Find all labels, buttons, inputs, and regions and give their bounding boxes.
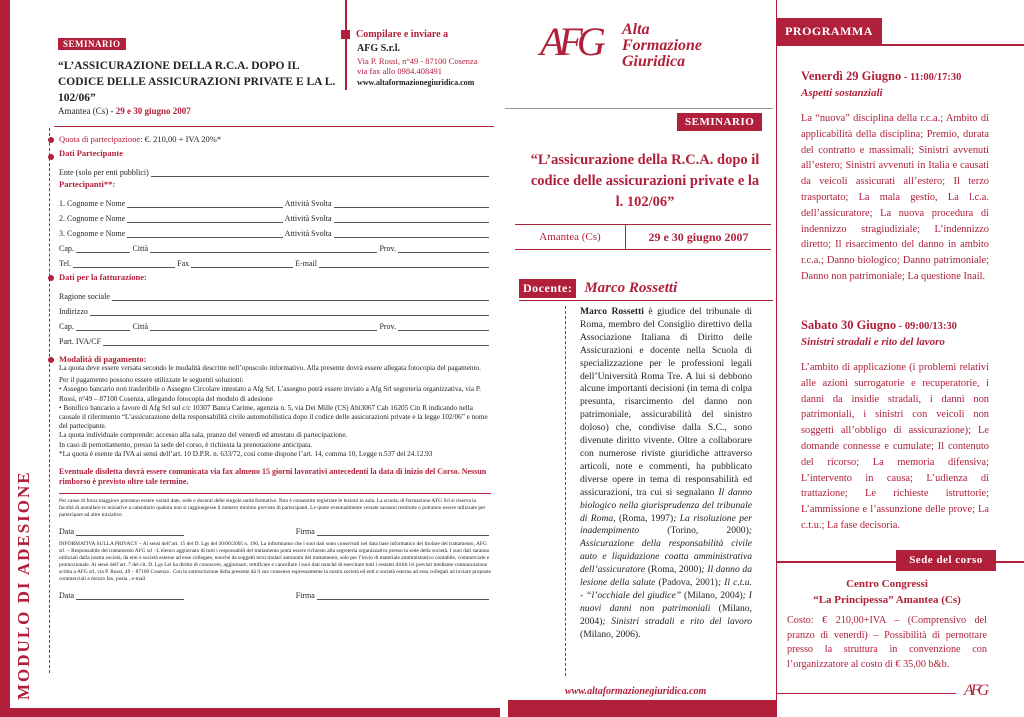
billing-citta-field[interactable] <box>150 321 377 331</box>
indirizzo-field[interactable] <box>90 306 489 316</box>
data-label: Data <box>59 527 75 537</box>
citta-label: Città <box>132 244 149 253</box>
p1-attivita-field[interactable] <box>334 198 489 208</box>
divider <box>59 493 491 494</box>
bullet-dot <box>48 275 54 281</box>
afg-logo <box>536 18 736 90</box>
partecipanti-heading: Partecipanti**: <box>59 179 116 189</box>
logo-line3: Giuridica <box>622 53 686 70</box>
costo-text: Costo: € 210,00+IVA – (Comprensivo del pranzo di venerdì) – Possibilità di pernottare presso la struttura in convenzione con l’organizzatore al costo di € 35,00 b&b. <box>787 615 987 670</box>
bio-work-4: ; Il danno da lesione della salute <box>580 564 752 589</box>
citta-field[interactable] <box>150 243 377 253</box>
fatturazione-heading <box>59 272 491 286</box>
bio-name: Marco Rossetti <box>580 306 644 317</box>
participant-row <box>59 223 491 238</box>
seminario-badge-middle: SEMINARIO <box>677 113 762 131</box>
left-place <box>58 106 191 116</box>
ragione-label: Ragione sociale <box>59 292 110 301</box>
pay-pernottamento: In caso di pernottamento, presso la sede del corso, è richiesta la prenotazione anticipata. <box>59 440 313 449</box>
venue-location: “La Principessa” Amantea (Cs) <box>813 594 961 606</box>
pay-iva: *La quota è esente da IVA ai sensi dell’art. 10 D.P.R. n. 633/72, così come dispone l’art. 14, comma 10, Legge n.537 del 24.12.93 <box>59 449 433 458</box>
afg-small-logo: AFG <box>964 682 987 699</box>
billing-cap-field[interactable] <box>76 321 131 331</box>
signature-row-2 <box>59 585 491 600</box>
quota-value: : €. 210,00 + IVA 20%* <box>140 134 222 144</box>
docente-label: Docente: <box>519 279 576 298</box>
day2-text: L’ambito di applicazione (i problemi relativi alle azioni surrogatorie e recuperatorie, i danni da insidie stradali, i danni non patrimoniali, i sinistri con veicoli non soggetti all’obbligo di assicurazione); Le domande connesse e cumulate; Il contenuto del ricorso; La memoria difensiva; L’intervento in causa; L’udienza di trattazione; Le richieste istruttorie; L’ammissione e l’assunzione delle prove; La c.t.u.; La fase decisoria. <box>801 362 989 531</box>
billing-address-row <box>59 316 491 331</box>
bullet-dot <box>48 154 54 160</box>
logo-line2: Formazione <box>622 37 703 54</box>
participant-row <box>59 208 491 223</box>
data-field-2[interactable] <box>76 590 184 600</box>
day2-subtitle: Sinistri stradali e rito del lavoro <box>801 336 945 348</box>
day1-text: La “nuova” disciplina della r.c.a.; Ambito di applicabilità della disciplina; Premio, durata del contratto e massimali; Sinistri avvenuti all’estero; Sinistri avvenuti in Italia e causati da veicoli assicurati all’estero; Il terzo trasportato; La mala gestio, La l.c.a. dell’assicuratore; La nuova procedura di indennizzo stragiudiziale; L’indennizzo diretto; Il risarcimento del danno in ambito r.c.a.; Danno biologico; Danno patrimoniale; Danno non patrimoniale; La questione Inail. <box>801 113 989 282</box>
company-address: Via P. Rossi, n°49 - 87100 Cosenza <box>357 56 478 66</box>
form-guide <box>49 128 50 673</box>
bio-work-5: ; Il c.t.u. - “l’occhiale del giudice” <box>580 577 752 601</box>
middle-date: 29 e 30 giugno 2007 <box>648 229 749 244</box>
logo-line1: Alta <box>622 21 650 38</box>
data-field-1[interactable] <box>76 526 184 536</box>
bio-body: è giudice del tribunale di Roma, membro del Consiglio direttivo della Associazione Italiana di Diritto delle Assicurazioni e docente nella Scuola di specializzazione per le professioni legali dell’Università Roma Tre. A lui si debbono alcune importanti decisioni (in tema di colpa presunta, risarcimento del danno non patrimoniale, assicurabilità del sinistro doloso) che, condivise dalla S.C., sono divenute diritto vivente. Oltre a collaborare con numerose riviste giuridiche attraverso articoli, note e commenti, ha pubblicato diverse opere in tema di responsabilità ed assicurazioni, tra cui si segnalano <box>580 306 752 498</box>
quota-row <box>59 134 491 148</box>
bullet-dot <box>48 357 54 363</box>
footer-web-link[interactable]: www.altaformazionegiuridica.com <box>565 686 707 697</box>
citta-label: Città <box>132 322 149 331</box>
left-bottom-strip <box>10 708 500 717</box>
billing-prov-field[interactable] <box>398 321 489 331</box>
pay-options: Per il pagamento possono essere utilizzate le seguenti soluzioni: <box>59 376 244 385</box>
afg-logo-mark: AFG <box>540 19 600 64</box>
docente-underline <box>519 300 773 301</box>
company-web-link[interactable]: www.altaformazionegiuridica.com <box>357 78 475 87</box>
p1-name-field[interactable] <box>127 198 282 208</box>
attivita-label: Attività Svolta <box>284 229 332 238</box>
p3-name-field[interactable] <box>127 228 282 238</box>
bio-guide <box>565 306 566 676</box>
fatturazione-label: Dati per la fatturazione: <box>59 272 147 282</box>
bio-work-7: ; Sinistri stradali e rito del lavoro <box>602 615 752 627</box>
privacy-text: INFORMATIVA SULLA PRIVACY – Ai sensi dell’art. 15 del D. Lgs del 30/06/2005 n. 196, La informiamo che i suoi dati sono conservati nel data base informatico del titolare del trattamento, AFG srl. – Responsabile del trattamento AFG srl –L’elenco aggiornato di tutti i responsabili del trattamento potrà essere richiesto alla segreteria organizzativa presso la sede della società. I suoi dati saranno utilizzati dalla nostra società, da enti e società esterne ad esse collegate, nonché da soggetti terzi titolari autonomi del trattamento, solo per l’invio di materiale amministrativo contabile, commerciale e promozionale. Ai sensi dell’art. 7 del cit. D. Lgs Lei ha diritto di conoscere, aggiornare, rettificare e cancellare i suoi dati nonché di esercitare tutti i restanti diritti ivi previsti mediante comunicazione scritta a AFG srl, via P. Rossi, 49 – 87100 Cosenza . Con la sottoscrizione della presente dà il suo consenso espressamente la nostra società ed enti o società esterna ad essa collegati ad inviare proposte commerciali a mezzo fax, posta , e-mail <box>59 541 491 583</box>
p2-name-field[interactable] <box>127 213 282 223</box>
attivita-label: Attività Svolta <box>284 199 332 208</box>
right-top-line <box>776 44 1024 46</box>
indirizzo-row <box>59 301 491 316</box>
firma-field-1[interactable] <box>317 526 489 536</box>
p3-attivita-field[interactable] <box>334 228 489 238</box>
day1-block <box>801 69 989 285</box>
ente-row <box>59 162 491 177</box>
data-label: Data <box>59 591 75 601</box>
modalita-label: Modalità di pagamento: <box>59 354 147 364</box>
p1-label: 1. Cognome e Nome <box>59 199 126 208</box>
left-title-underline <box>54 126 494 127</box>
seminario-badge-left: SEMINARIO <box>58 38 126 50</box>
side-label: MODULO DI ADESIONE <box>14 470 33 700</box>
middle-place: Amantea (Cs) <box>539 231 601 243</box>
sede-badge: Sede del corso <box>896 550 996 571</box>
bio-ref-3: (Roma, 2000) <box>645 564 702 576</box>
day1-time: - 11:00/17:30 <box>901 72 962 83</box>
piva-label: Part. IVA/CF <box>59 337 102 346</box>
p3-label: 3. Cognome e Nome <box>59 229 126 238</box>
disdetta-notice: Eventuale disdetta dovrà essere comunicata via fax almeno 15 giorni lavorativi antecedenti la data di inizio del Corso. Nessun rimborso è previsto oltre tale termine. <box>59 467 487 487</box>
send-label-row <box>341 29 477 40</box>
square-marker <box>341 30 350 39</box>
place-date-box <box>515 224 771 250</box>
company-fax: via fax allo 0984.408491 <box>357 66 442 76</box>
venue-name: Centro Congressi <box>846 578 928 590</box>
cap-label: Cap. <box>59 244 74 253</box>
tel-label: Tel. <box>59 259 72 268</box>
day2-block <box>801 318 989 534</box>
ragione-field[interactable] <box>112 291 489 301</box>
indirizzo-label: Indirizzo <box>59 307 88 316</box>
prov-label: Prov. <box>379 322 397 331</box>
middle-title: “L’assicurazione della R.C.A. dopo il codice delle assicurazioni private e la l. 102/06” <box>530 152 760 210</box>
bio-work-3: ; Assicurazione della responsabilità civile auto e liquidazione coatta amministrativa dell’assicuratore <box>580 525 752 576</box>
quota-label: Quota di partecipazione <box>59 134 141 144</box>
middle-divider-line <box>505 108 773 109</box>
left-place-date: 29 e 30 giugno 2007 <box>115 106 191 116</box>
middle-bottom-strip <box>508 700 776 717</box>
dati-partecipante-heading: Dati Partecipante <box>59 148 123 158</box>
adesione-form <box>59 134 491 600</box>
company-name: AFG S.r.l. <box>357 43 400 54</box>
firma-label: Firma <box>295 527 315 537</box>
ragione-row <box>59 286 491 301</box>
day2-label: Sabato 30 Giugno <box>801 318 897 332</box>
p2-attivita-field[interactable] <box>334 213 489 223</box>
bio-ref-7: (Milano, 2006). <box>580 628 641 640</box>
ente-field[interactable] <box>151 167 489 177</box>
contact-row <box>59 253 491 268</box>
logo-text <box>622 22 702 70</box>
right-divider-line <box>776 0 777 717</box>
fax-field[interactable] <box>191 258 293 268</box>
programma-badge: PROGRAMMA <box>776 18 882 44</box>
send-block <box>341 29 477 87</box>
bio-ref-5: (Milano, 2004) <box>681 589 743 601</box>
send-label: Compilare e inviare a <box>356 29 449 40</box>
ente-label: Ente (solo per enti pubblici) <box>59 168 149 177</box>
docente-row <box>519 279 677 298</box>
tel-field[interactable] <box>73 258 175 268</box>
bio-ref-4: (Padova, 2001) <box>655 577 718 589</box>
payment-text <box>59 364 491 459</box>
attivita-label: Attività Svolta <box>284 214 332 223</box>
left-place-prefix: Amantea (Cs) - <box>58 106 116 116</box>
email-field[interactable] <box>319 258 489 268</box>
cap-label: Cap. <box>59 322 74 331</box>
day1-label: Venerdì 29 Giugno <box>801 69 902 83</box>
day1-subtitle: Aspetti sostanziali <box>801 87 883 99</box>
bio-ref-2: (Torino, 2000) <box>639 525 749 537</box>
prov-field[interactable] <box>398 243 489 253</box>
cap-field[interactable] <box>76 243 131 253</box>
firma-field-2[interactable] <box>317 590 489 600</box>
email-label: E-mail <box>295 259 317 268</box>
bio-work-2: ; La risoluzione per inadempimento <box>580 512 752 537</box>
prov-label: Prov. <box>379 244 397 253</box>
bio-work-6: ; I nuovi danni non patrimoniali <box>580 589 752 614</box>
cause-text: Per cause di forza maggiore potranno essere variati date, sede e docenti delle singole unità formative. Non è consentito registrare le lezioni in aula. La scuola, di formazione AFG Srl si riserva la facoltà di annullare le iniziative a calendario qualora non si raggiungesse il numero minimo previsto di partecipanti. Le quote eventualmente versate saranno restituite o potranno essere utilizzate per partecipare ad altre iniziative. <box>59 498 486 519</box>
pay-intro: La quota deve essere versata secondo le modalità descritte nell’opuscolo informativo. Alla presente dovrà essere allegata fotocopia del pagamento. <box>59 364 481 372</box>
bio-work-1: Il danno biologico nella giurisprudenza del tribunale di Roma, <box>580 486 753 524</box>
signature-row-1 <box>59 521 491 536</box>
pay-assegno: • Assegno bancario non trasferibile o Assegno Circolare intestato a Afg Srl. L’assegno potrà essere inviato a Afg Srl segreteria organizzativa, via P. Rossi, n°49 – 87100 Cosenza, allegando fotocopia del modulo di adesione <box>59 385 481 403</box>
pay-includes: La quota individuale comprende: accesso alla sala, pranzo del venerdì ed attestato di partecipazione. <box>59 431 348 440</box>
piva-field[interactable] <box>103 336 489 346</box>
bio-ref-1: (Roma, 1997) <box>615 512 674 524</box>
day1-heading <box>801 69 989 84</box>
side-strip <box>0 0 10 717</box>
bio-text <box>580 306 752 642</box>
docente-name: Marco Rossetti <box>584 280 678 296</box>
address-row <box>59 238 491 253</box>
modalita-heading <box>59 354 491 364</box>
venue <box>787 576 987 608</box>
left-title: “L’ASSICURAZIONE DELLA R.C.A. DOPO IL CODICE DELLE ASSICURAZIONI PRIVATE E LA L. 102/06” <box>58 60 336 104</box>
firma-label: Firma <box>295 591 315 601</box>
p2-label: 2. Cognome e Nome <box>59 214 126 223</box>
right-bottom-line <box>776 693 956 694</box>
piva-row <box>59 331 491 346</box>
day2-time: - 09:00/13:30 <box>896 321 957 332</box>
day2-heading <box>801 318 989 333</box>
fax-label: Fax <box>177 259 190 268</box>
pay-bonifico: • Bonifico bancario a favore di Afg Srl sul c/c 10307 Banca Carime, agenzia n. 5, via Dei Mille (CS) Abi3067 Cab 16205 Cin R indicando nella causale il riferimento “L’assicurazione della responsabilità civile automobilistica dopo il codice delle assicurazioni private e la legge 102/06” e nome del partecipante. <box>59 403 488 431</box>
participant-row <box>59 193 491 208</box>
bullet-dot <box>48 137 54 143</box>
bio-ref-6: (Milano, 2004) <box>580 602 752 627</box>
